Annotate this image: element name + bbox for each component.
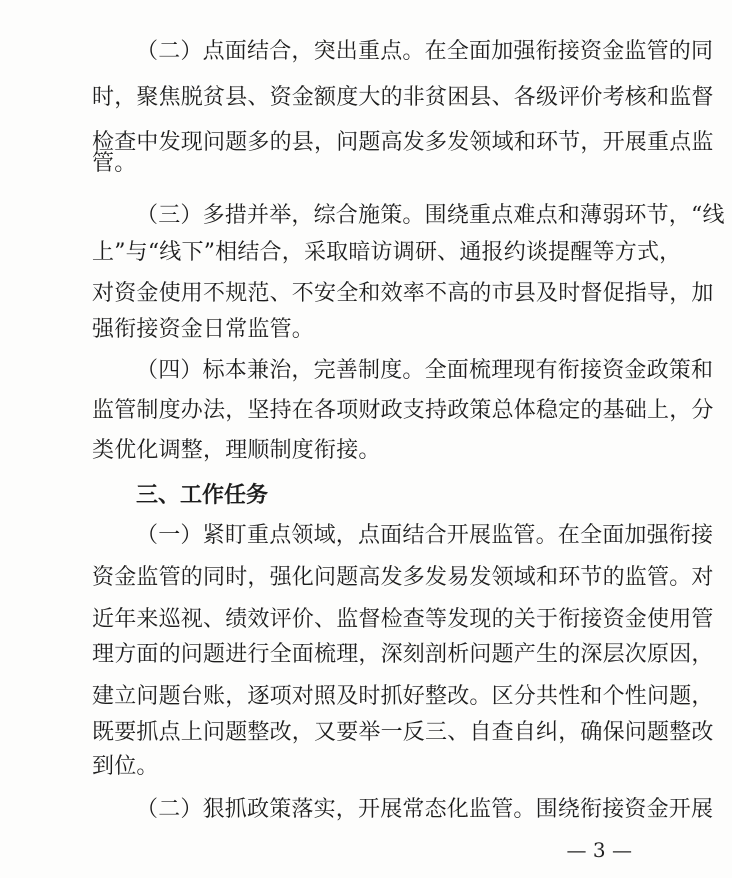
- paragraph-line: （二）点面结合，突出重点。在全面加强衔接资金监管的同: [136, 39, 714, 64]
- section-heading: 三、工作任务: [136, 483, 269, 508]
- paragraph-line: 上”与“线下”相结合，采取暗访调研、通报约谈提醒等方式，: [92, 240, 682, 265]
- paragraph-line: 管。: [92, 151, 137, 176]
- paragraph-line: 时，聚焦脱贫县、资金额度大的非贫困县、各级评价考核和监督: [92, 85, 714, 110]
- paragraph-line: （二）狠抓政策落实，开展常态化监管。围绕衔接资金开展: [136, 797, 714, 822]
- paragraph-line: 近年来巡视、绩效评价、监督检查等发现的关于衔接资金使用管: [92, 607, 714, 632]
- paragraph-line: 建立问题台账，逐项对照及时抓好整改。区分共性和个性问题，: [92, 684, 714, 709]
- paragraph-line: （四）标本兼治，完善制度。全面梳理现有衔接资金政策和: [136, 358, 714, 383]
- paragraph-line: 类优化调整，理顺制度衔接。: [92, 438, 381, 463]
- page-number: — 3 —: [566, 838, 632, 862]
- paragraph-line: （三）多措并举，综合施策。围绕重点难点和薄弱环节，“线: [136, 203, 725, 228]
- paragraph-line: 强衔接资金日常监管。: [92, 317, 315, 342]
- paragraph-line: 到位。: [92, 754, 159, 779]
- paragraph-line: 监管制度办法，坚持在各项财政支持政策总体稳定的基础上，分: [92, 398, 714, 423]
- paragraph-line: 理方面的问题进行全面梳理，深刻剖析问题产生的深层次原因，: [92, 642, 714, 667]
- paragraph-line: 资金监管的同时，强化问题高发多发易发领域和环节的监管。对: [92, 565, 714, 590]
- paragraph-line: 既要抓点上问题整改，又要举一反三、自查自纠，确保问题整改: [92, 720, 714, 745]
- paragraph-line: 检查中发现问题多的县，问题高发多发领域和环节，开展重点监: [92, 130, 714, 155]
- paragraph-line: 对资金使用不规范、不安全和效率不高的市县及时督促指导，加: [92, 281, 714, 306]
- paragraph-line: （一）紧盯重点领域，点面结合开展监管。在全面加强衔接: [136, 523, 714, 548]
